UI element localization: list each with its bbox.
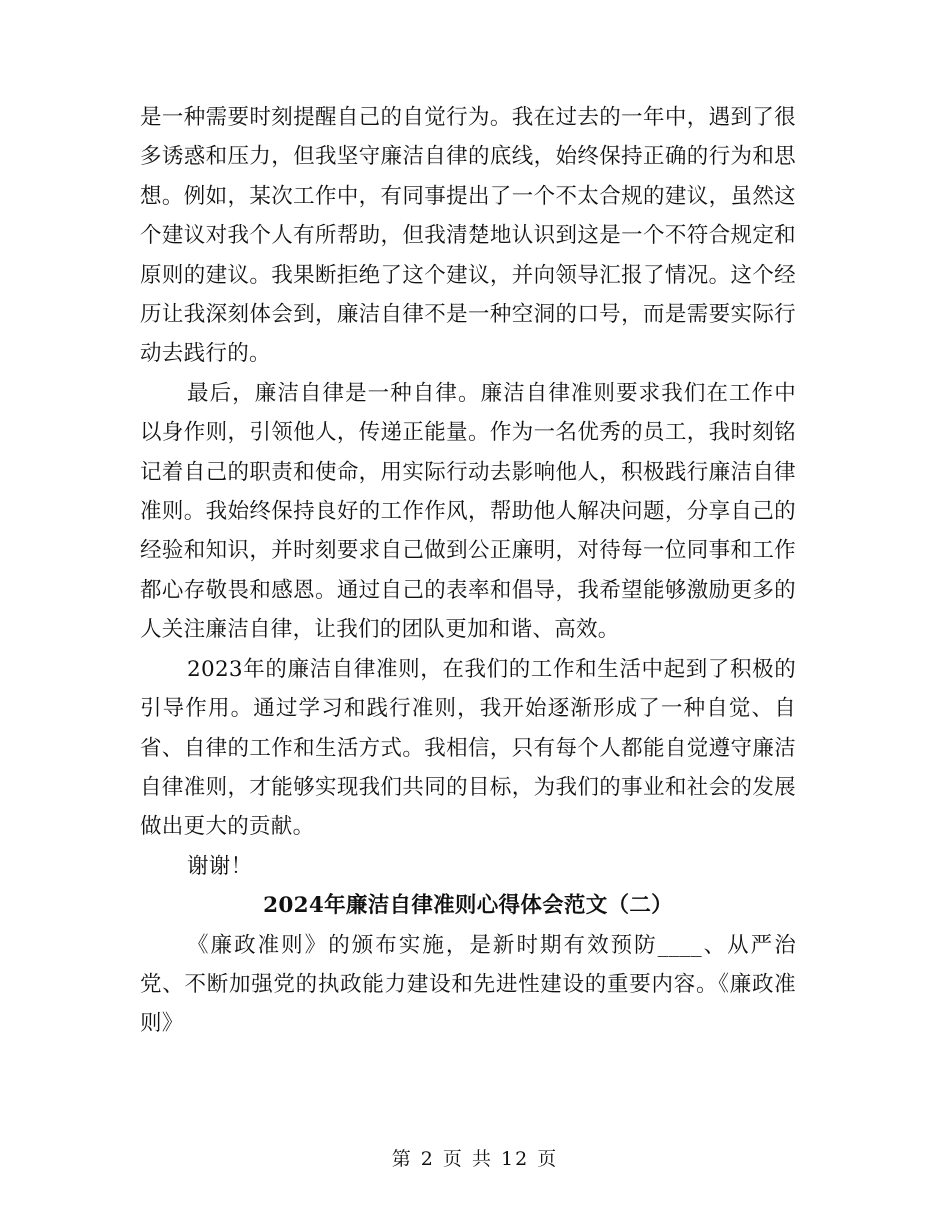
body-paragraph-continuation: 是一种需要时刻提醒自己的自觉行为。我在过去的一年中，遇到了很多诱惑和压力，但我坚守廉洁自律的底线，始终保持正确的行为和思想。例如，某次工作中，有同事提出了一个不太合规的建议，虽然这个建议对我个人有所帮助，但我清楚地认识到这是一个不符合规定和原则的建议。我果断拒绝了这个建议，并向领导汇报了情况。这个经历让我深刻体会到，廉洁自律不是一种空洞的口号，而是需要实际行动去践行的。	[140, 105, 796, 367]
closing-thanks: 谢谢！	[187, 853, 253, 879]
body-paragraph: 2023年的廉洁自律准则，在我们的工作和生活中起到了积极的引导作用。通过学习和践行准则，我开始逐渐形成了一种自觉、自省、自律的工作和生活方式。我相信，只有每个人都能自觉遵守廉洁自律准则，才能够实现我们共同的目标，为我们的事业和社会的发展做出更大的贡献。	[140, 656, 796, 840]
document-body	[140, 98, 796, 1044]
page-footer: 第 2 页 共 12 页	[391, 1148, 559, 1170]
body-paragraph: 最后，廉洁自律是一种自律。廉洁自律准则要求我们在工作中以身作则，引领他人，传递正能量。作为一名优秀的员工，我时刻铭记着自己的职责和使命，用实际行动去影响他人，积极践行廉洁自律准则。我始终保持良好的工作作风，帮助他人解决问题，分享自己的经验和知识，并时刻要求自己做到公正廉明，对待每一位同事和工作都心存敬畏和感恩。通过自己的表率和倡导，我希望能够激励更多的人关注廉洁自律，让我们的团队更加和谐、高效。	[140, 380, 796, 643]
section-title: 2024年廉洁自律准则心得体会范文（二）	[263, 893, 673, 919]
section-paragraph: 《廉政准则》的颁布实施，是新时期有效预防____、从严治党、不断加强党的执政能力建设和先进性建设的重要内容。《廉政准则》	[140, 932, 796, 1037]
